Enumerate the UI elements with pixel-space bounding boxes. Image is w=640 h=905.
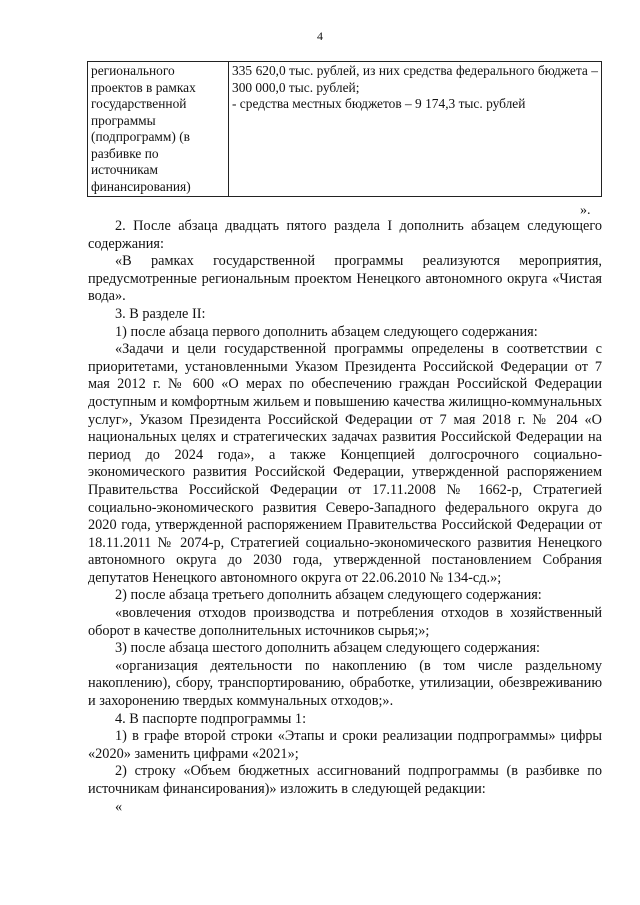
label-line: разбивке по [91, 145, 159, 161]
paragraph: «Задачи и цели государственной программы определены в соответствии с приоритетами, установленными Указом Президента Российской Федерации от 7 мая 2012 г. № 600 «О мерах по обеспечению граждан Российской Федерации доступным и комфортным жильем и повышению качества жилищно-коммунальных услуг», Указом Президента Российской Федерации от 7 мая 2018 г. № 204 «О национальных целях и стратегических задачах развития Российской Федерации на период до 2024 года», а также Концепцией долгосрочного социально-экономического развития Российской Федерации, утвержденной распоряжением Правительства Российской Федерации от 17.11.2008 № 1662-р, Стратегией социально-экономического развития Северо-Западного федерального округа до 2020 года, утвержденной распоряжением Правительства Российской Федерации от 18.11.2011 № 2074-р, Стратегией социально-экономического развития Ненецкого автономного округа до 2030 года, утвержденной постановлением Собрания депутатов Ненецкого автономного округа от 22.06.2010 № 134-сд.»; [88, 341, 602, 586]
paragraph: «организация деятельности по накоплению (в том числе раздельному накоплению), сбору, транспортированию, обработке, утилизации, обезвреживанию и захоронению твердых коммунальных отходов;». [88, 657, 602, 710]
document-body [88, 218, 602, 816]
paragraph: «В рамках государственной программы реализуются мероприятия, предусмотренные региональным проектом Ненецкого автономного округа «Чистая вода». [88, 253, 602, 305]
financing-table [87, 61, 602, 197]
paragraph: 3) после абзаца шестого дополнить абзацем следующего содержания: [115, 640, 541, 657]
value-line: 335 620,0 тыс. рублей, из них средства федерального бюджета – 300 000,0 тыс. рублей; [232, 63, 598, 95]
paragraph: 1) в графе второй строки «Этапы и сроки реализации подпрограммы» цифры «2020» заменить цифрами «2021»; [88, 728, 602, 762]
paragraph: 2) строку «Объем бюджетных ассигнований подпрограммы (в разбивке по источникам финансирования)» изложить в следующей редакции: [88, 763, 602, 797]
value-line: - средства местных бюджетов – 9 174,3 тыс. рублей [232, 96, 526, 111]
paragraph: 2) после абзаца третьего дополнить абзацем следующего содержания: [115, 587, 542, 604]
label-line: программы [91, 112, 156, 128]
table-row [88, 62, 602, 197]
paragraph: 1) после абзаца первого дополнить абзацем следующего содержания: [115, 323, 538, 340]
paragraph: «вовлечения отходов производства и потребления отходов в хозяйственный оборот в качестве дополнительных источников сырья;»; [88, 605, 602, 639]
paragraph: 4. В паспорте подпрограммы 1: [115, 710, 307, 727]
page-number: 4 [317, 29, 323, 43]
closing-quote: ». [580, 203, 591, 218]
label-line: государственной [91, 96, 187, 111]
label-line: проектов в рамках [91, 79, 196, 95]
paragraph: 3. В разделе II: [115, 305, 206, 322]
table-label-cell [88, 62, 229, 197]
paragraph: « [115, 798, 123, 815]
label-line: финансирования) [91, 178, 191, 194]
label-line: источникам [91, 162, 158, 177]
label-line: регионального [91, 63, 175, 78]
label-line: (подпрограмм) (в [91, 129, 190, 144]
table-value-cell [229, 62, 602, 197]
paragraph: 2. После абзаца двадцать пятого раздела I дополнить абзацем следующего содержания: [88, 218, 602, 252]
